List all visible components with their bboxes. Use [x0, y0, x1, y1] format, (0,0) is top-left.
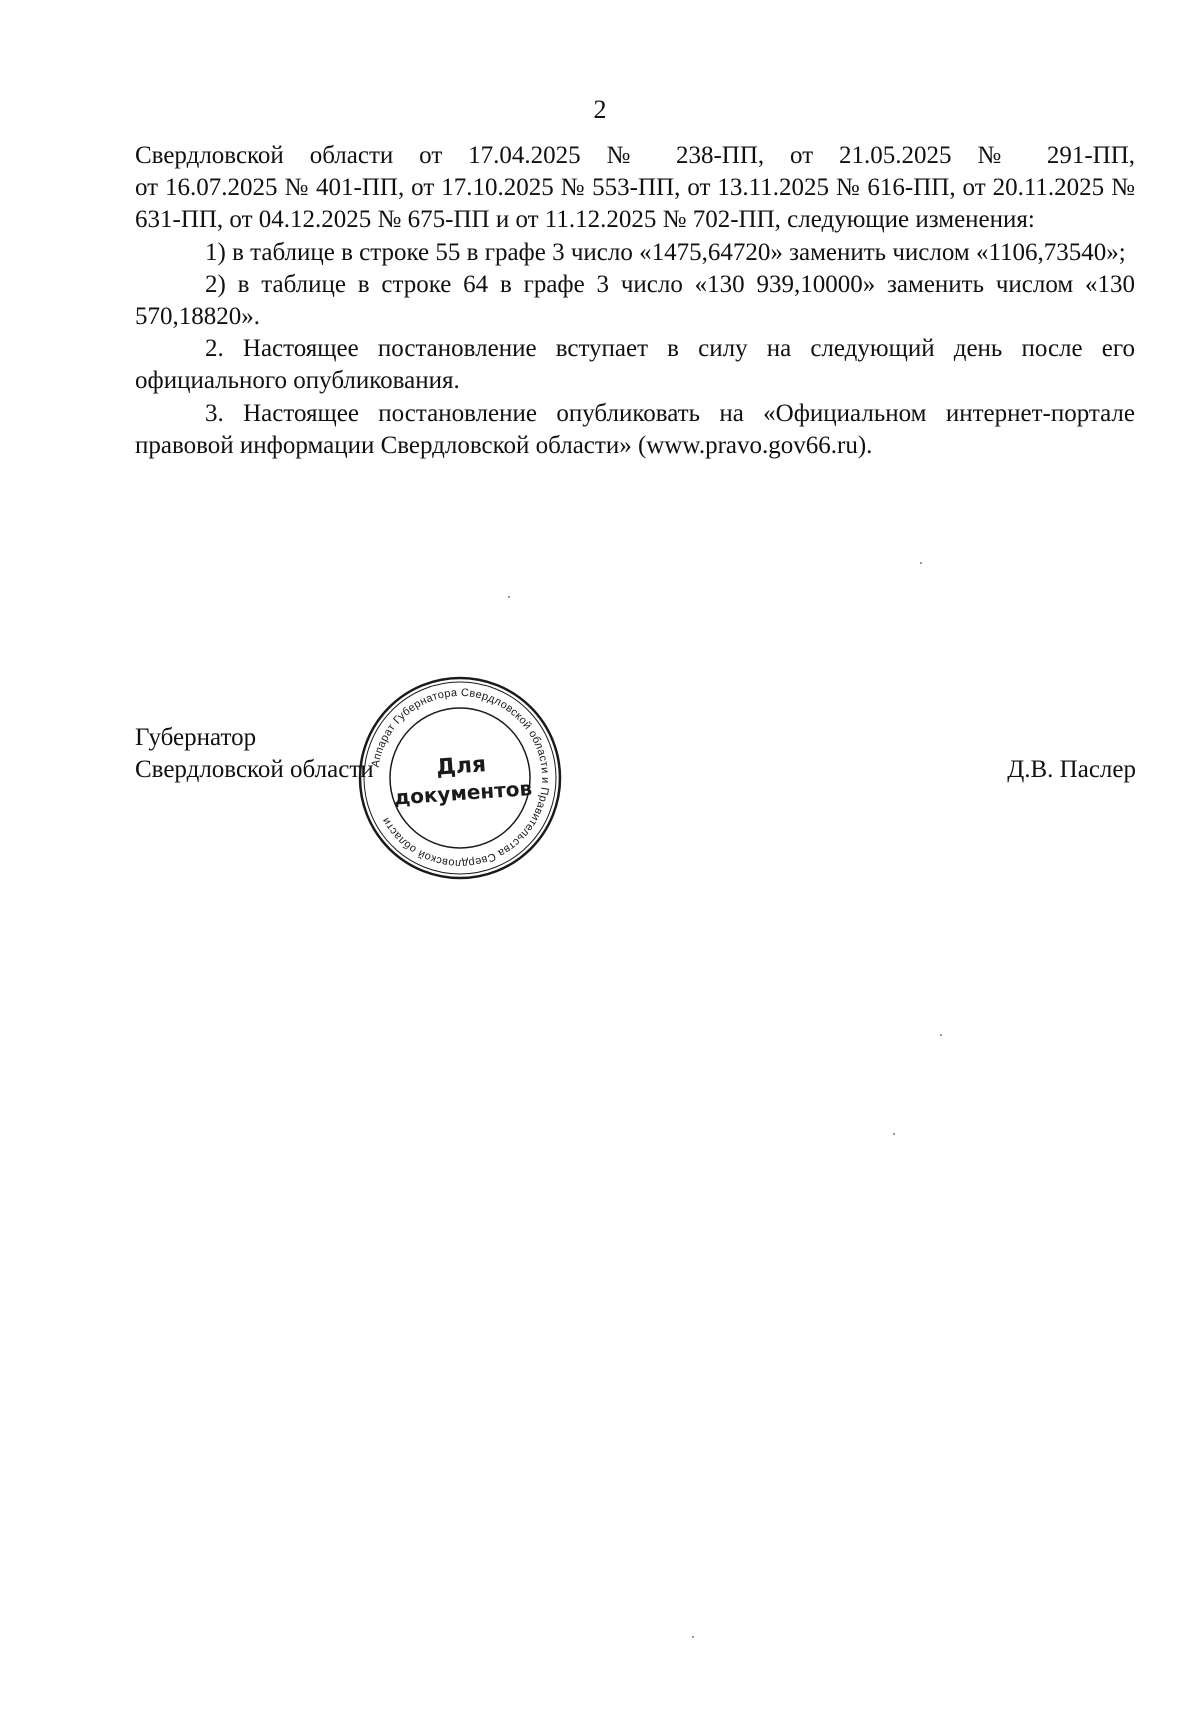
seal-ring-text: Аппарат Губернатора Свердловской области и Правительства Свердловской области	[369, 686, 552, 870]
paragraph-amendments-intro: Свердловской области от 17.04.2025 № 238-ПП, от 21.05.2025 № 291-ПП,	[135, 142, 1135, 169]
signatory-title	[135, 722, 374, 786]
scan-speck	[508, 596, 510, 598]
scan-speck	[940, 1034, 942, 1036]
scan-speck	[692, 1636, 694, 1638]
page-number: 2	[593, 95, 607, 124]
paragraph-amendments-list: от 16.07.2025 № 401-ПП, от 17.10.2025 № 553-ПП, от 13.11.2025 № 616-ПП, от 20.11.2025 № 631-ПП, от 04.12.2025 № 675-ПП и от 11.12.2025 № 702-ПП, следующие изменения:	[135, 174, 1135, 234]
signatory-title-line-1: Губернатор	[135, 724, 257, 751]
signatory-title-line-2: Свердловской области	[135, 756, 374, 783]
seal-center-line-1: Для	[435, 752, 487, 781]
amendment-item-2: 2) в таблице в строке 64 в графе 3 число «130 939,10000» заменить числом «130 570,18820».	[135, 270, 1135, 331]
signatory-name: Д.В. Паслер	[1007, 756, 1136, 783]
scan-speck	[920, 562, 922, 564]
seal-center-line-2: документов	[393, 776, 533, 810]
scan-speck	[893, 1133, 895, 1135]
paragraph-effective-date: 2. Настоящее постановление вступает в силу на следующий день после его официального опубликования.	[135, 335, 1135, 395]
amendment-item-1: 1) в таблице в строке 55 в графе 3 число «1475,64720» заменить числом «1106,73540»;	[205, 238, 1126, 266]
official-seal	[355, 673, 565, 883]
paragraph-publication: 3. Настоящее постановление опубликовать на «Официальном интернет-портале правовой информации Свердловской области» (www.pravo.gov66.ru).	[135, 399, 1135, 459]
seal-graphic	[355, 673, 565, 883]
document-body	[135, 140, 1135, 462]
